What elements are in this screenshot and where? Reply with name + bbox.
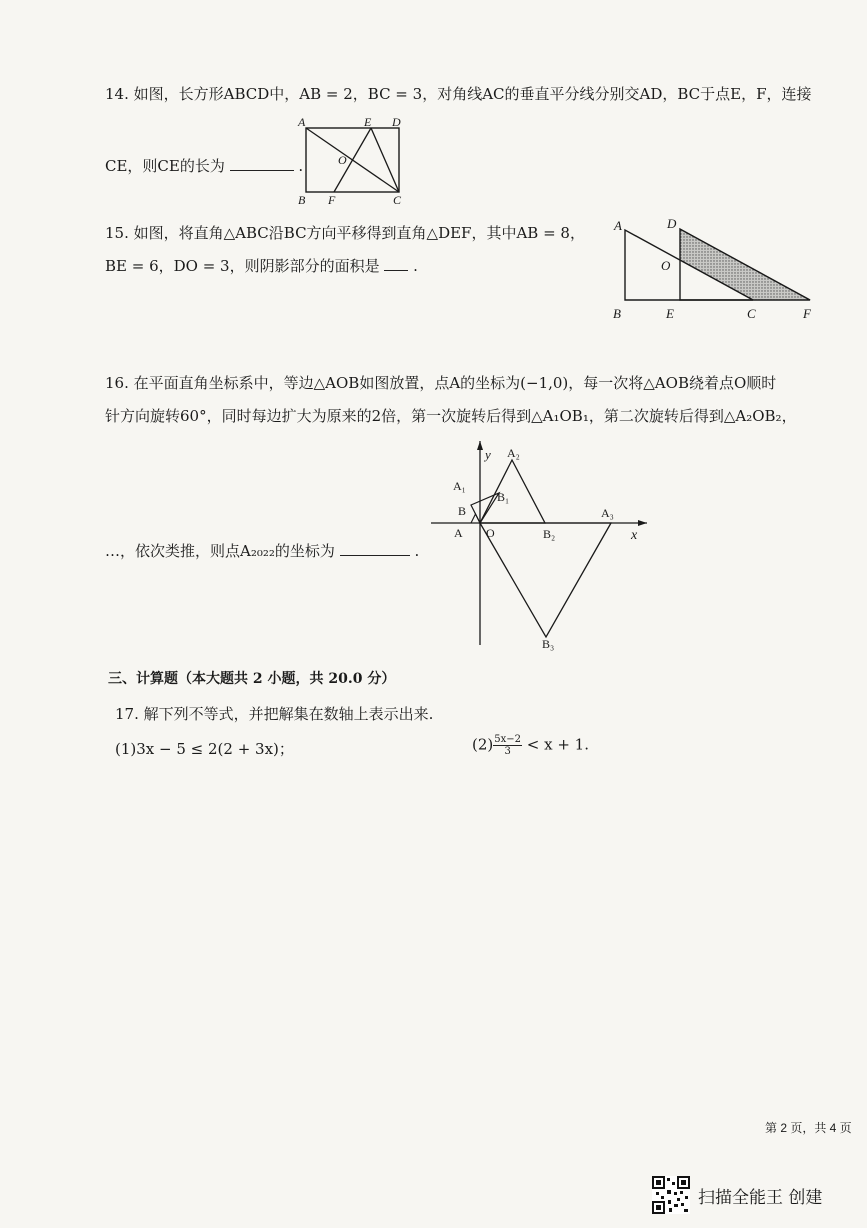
q14-label-d: D	[392, 115, 401, 129]
q14-line1: 14. 如图，长方形ABCD中，AB = 2，BC = 3，对角线AC的垂直平分线分别交AD，BC于点E，F，连接	[105, 85, 812, 103]
q15-label-d: D	[667, 216, 677, 231]
q15-label-b: B	[613, 306, 621, 321]
q16-triangle-aob	[471, 514, 480, 523]
q16-triangle-a2ob2	[480, 460, 545, 523]
section3-heading: 三、计算题（本大题共 2 小题，共 20.0 分）	[108, 671, 396, 687]
q15-label-f: F	[803, 306, 811, 321]
q14-answer-blank	[230, 156, 294, 171]
q17-part2-denominator: 3	[504, 746, 511, 757]
q17-prompt: 17. 解下列不等式，并把解集在数轴上表示出来.	[115, 705, 434, 723]
q15-label-c: C	[747, 306, 756, 321]
q17-part2-suffix: < x + 1.	[526, 735, 589, 754]
q15-line2-text: BE = 6，DO = 3，则阴影部分的面积是	[105, 257, 380, 275]
q16-label-y: y	[485, 447, 491, 462]
q16-label-o: O	[486, 526, 495, 540]
q14-line2-text: CE，则CE的长为	[105, 157, 225, 175]
q16-line3	[105, 540, 419, 561]
q15-line2	[105, 255, 418, 276]
q16-line1: 16. 在平面直角坐标系中，等边△AOB如图放置，点A的坐标为(−1,0)，每一次将△AOB绕着点O顺时	[105, 374, 777, 392]
watermark-text: 扫描全能王 创建	[698, 1188, 823, 1208]
q14-label-b: B	[298, 193, 306, 207]
q16-figure	[425, 435, 655, 655]
q15-label-o: O	[661, 258, 671, 273]
q17-part2	[472, 734, 589, 757]
q16-label-a1: A₁	[453, 479, 466, 493]
q17-part2-prefix: (2)	[472, 735, 494, 754]
q16-label-x: x	[631, 528, 638, 543]
q16-label-b1: B₁	[497, 490, 510, 504]
q14-label-f: F	[328, 193, 336, 207]
q16-label-b2: B₂	[543, 527, 556, 541]
q15-line1: 15. 如图，将直角△ABC沿BC方向平移得到直角△DEF，其中AB = 8，	[105, 224, 585, 242]
q15-answer-blank	[384, 256, 408, 271]
q14-label-o: O	[338, 153, 347, 167]
q17-part2-numerator: 5x−2	[494, 734, 521, 745]
q16-label-b: B	[458, 504, 467, 518]
q16-label-a: A	[454, 526, 463, 540]
q16-label-a3: A₃	[601, 506, 614, 520]
q16-y-arrow-icon	[477, 441, 483, 450]
q14-label-e: E	[364, 115, 372, 129]
q16-x-arrow-icon	[638, 520, 647, 526]
q17-part2-fraction	[493, 734, 522, 757]
q16-label-a2: A₂	[507, 446, 520, 460]
q16-blank-end: .	[414, 542, 420, 560]
q17-part1: (1)3x − 5 ≤ 2(2 + 3x)；	[115, 740, 294, 758]
q15-label-e: E	[666, 306, 674, 321]
qr-code-icon	[652, 1176, 690, 1214]
q16-triangle-a1ob1	[471, 493, 499, 523]
q14-label-a: A	[298, 115, 306, 129]
q15-blank-end: .	[413, 257, 418, 275]
q16-line2: 针方向旋转60°，同时每边扩大为原来的2倍，第一次旋转后得到△A₁OB₁，第二次旋转后得到△A₂OB₂，	[105, 407, 797, 425]
q14-figure	[292, 112, 417, 208]
q15-figure	[605, 212, 825, 324]
q14-line2	[105, 155, 303, 176]
q16-answer-blank	[340, 541, 410, 556]
q16-label-b3: B₃	[542, 637, 555, 651]
q14-blank-end: .	[298, 157, 304, 175]
q14-label-c: C	[393, 193, 402, 207]
q15-label-a: A	[614, 218, 622, 233]
page-number: 第 2 页，共 4 页	[765, 1121, 852, 1135]
q16-line3-text: …，依次类推，则点A₂₀₂₂的坐标为	[105, 542, 335, 560]
